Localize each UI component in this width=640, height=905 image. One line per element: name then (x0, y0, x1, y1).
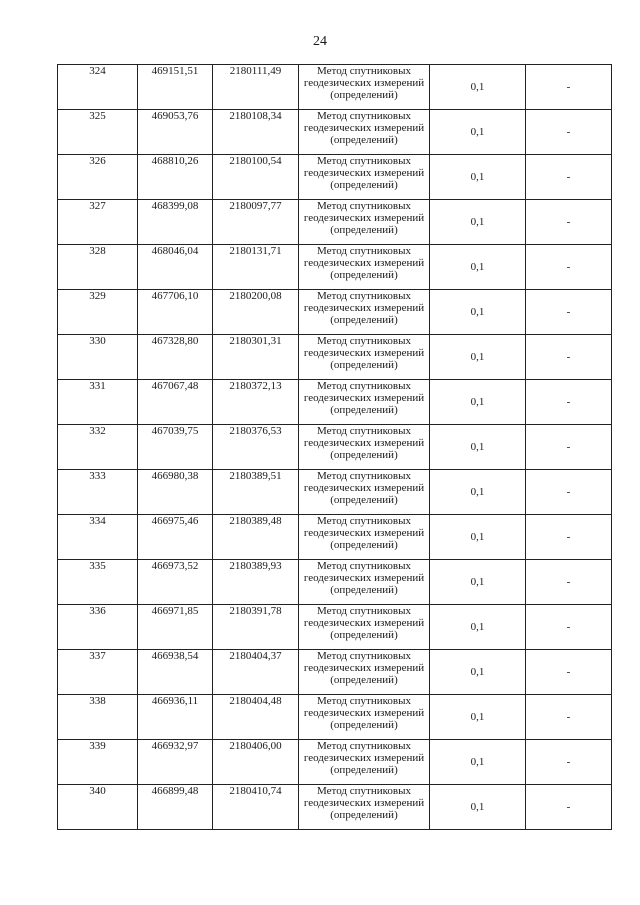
method-cell (299, 740, 430, 785)
table-row (58, 695, 612, 740)
table-row (58, 425, 612, 470)
method-line: (определений) (330, 449, 398, 461)
y-coordinate-cell: 2180111,49 (213, 65, 299, 110)
description-cell: - (526, 560, 612, 605)
description-cell: - (526, 785, 612, 830)
method-line: Метод спутниковых (317, 65, 411, 77)
description-cell: - (526, 110, 612, 155)
method-line: геодезических измерений (303, 482, 425, 494)
method-line: Метод спутниковых (317, 155, 411, 167)
description-cell: - (526, 605, 612, 650)
x-coordinate-cell: 466975,46 (138, 515, 213, 560)
accuracy-cell: 0,1 (430, 515, 526, 560)
table-row (58, 200, 612, 245)
method-cell (299, 155, 430, 200)
accuracy-cell: 0,1 (430, 110, 526, 155)
table-row (58, 560, 612, 605)
method-line: (определений) (330, 674, 398, 686)
point-number-cell: 334 (58, 515, 138, 560)
y-coordinate-cell: 2180404,37 (213, 650, 299, 695)
method-line: (определений) (330, 539, 398, 551)
method-line: геодезических измерений (303, 527, 425, 539)
table-row (58, 335, 612, 380)
table-row (58, 380, 612, 425)
x-coordinate-cell: 469151,51 (138, 65, 213, 110)
description-cell: - (526, 470, 612, 515)
description-cell: - (526, 290, 612, 335)
point-number-cell: 333 (58, 470, 138, 515)
method-line: Метод спутниковых (317, 335, 411, 347)
x-coordinate-cell: 468046,04 (138, 245, 213, 290)
description-cell: - (526, 155, 612, 200)
point-number-cell: 330 (58, 335, 138, 380)
description-cell: - (526, 245, 612, 290)
method-cell (299, 335, 430, 380)
method-line: геодезических измерений (303, 662, 425, 674)
x-coordinate-cell: 467706,10 (138, 290, 213, 335)
table-row (58, 110, 612, 155)
y-coordinate-cell: 2180389,51 (213, 470, 299, 515)
method-line: (определений) (330, 179, 398, 191)
x-coordinate-cell: 469053,76 (138, 110, 213, 155)
method-line: геодезических измерений (303, 392, 425, 404)
accuracy-cell: 0,1 (430, 785, 526, 830)
method-line: Метод спутниковых (317, 515, 411, 527)
description-cell: - (526, 740, 612, 785)
point-number-cell: 332 (58, 425, 138, 470)
description-cell: - (526, 650, 612, 695)
table-row (58, 155, 612, 200)
method-cell (299, 605, 430, 650)
accuracy-cell: 0,1 (430, 605, 526, 650)
method-line: Метод спутниковых (317, 560, 411, 572)
y-coordinate-cell: 2180410,74 (213, 785, 299, 830)
method-line: (определений) (330, 494, 398, 506)
method-line: (определений) (330, 89, 398, 101)
method-line: геодезических измерений (303, 707, 425, 719)
method-cell (299, 470, 430, 515)
method-line: (определений) (330, 764, 398, 776)
table-row (58, 245, 612, 290)
x-coordinate-cell: 467067,48 (138, 380, 213, 425)
method-line: Метод спутниковых (317, 740, 411, 752)
method-line: (определений) (330, 269, 398, 281)
description-cell: - (526, 425, 612, 470)
point-number-cell: 337 (58, 650, 138, 695)
x-coordinate-cell: 466980,38 (138, 470, 213, 515)
point-number-cell: 325 (58, 110, 138, 155)
method-cell (299, 560, 430, 605)
x-coordinate-cell: 466932,97 (138, 740, 213, 785)
y-coordinate-cell: 2180389,93 (213, 560, 299, 605)
point-number-cell: 339 (58, 740, 138, 785)
x-coordinate-cell: 466936,11 (138, 695, 213, 740)
point-number-cell: 329 (58, 290, 138, 335)
accuracy-cell: 0,1 (430, 560, 526, 605)
point-number-cell: 338 (58, 695, 138, 740)
coordinates-table-body (58, 65, 612, 830)
x-coordinate-cell: 467039,75 (138, 425, 213, 470)
method-line: (определений) (330, 359, 398, 371)
table-row (58, 605, 612, 650)
method-line: (определений) (330, 224, 398, 236)
method-line: (определений) (330, 629, 398, 641)
method-line: геодезических измерений (303, 257, 425, 269)
method-line: Метод спутниковых (317, 695, 411, 707)
method-cell (299, 200, 430, 245)
method-line: (определений) (330, 809, 398, 821)
method-line: геодезических измерений (303, 347, 425, 359)
point-number-cell: 327 (58, 200, 138, 245)
description-cell: - (526, 65, 612, 110)
y-coordinate-cell: 2180200,08 (213, 290, 299, 335)
y-coordinate-cell: 2180108,34 (213, 110, 299, 155)
table-row (58, 740, 612, 785)
method-line: (определений) (330, 134, 398, 146)
method-line: геодезических измерений (303, 302, 425, 314)
point-number-cell: 340 (58, 785, 138, 830)
method-cell (299, 380, 430, 425)
table-row (58, 65, 612, 110)
accuracy-cell: 0,1 (430, 200, 526, 245)
method-line: Метод спутниковых (317, 245, 411, 257)
table-row (58, 515, 612, 560)
method-line: геодезических измерений (303, 572, 425, 584)
method-line: геодезических измерений (303, 77, 425, 89)
method-line: (определений) (330, 314, 398, 326)
page-number: 24 (313, 34, 327, 49)
y-coordinate-cell: 2180301,31 (213, 335, 299, 380)
point-number-cell: 336 (58, 605, 138, 650)
description-cell: - (526, 515, 612, 560)
x-coordinate-cell: 468399,08 (138, 200, 213, 245)
point-number-cell: 324 (58, 65, 138, 110)
y-coordinate-cell: 2180404,48 (213, 695, 299, 740)
method-line: Метод спутниковых (317, 785, 411, 797)
x-coordinate-cell: 466899,48 (138, 785, 213, 830)
y-coordinate-cell: 2180376,53 (213, 425, 299, 470)
y-coordinate-cell: 2180389,48 (213, 515, 299, 560)
method-cell (299, 785, 430, 830)
point-number-cell: 328 (58, 245, 138, 290)
method-line: геодезических измерений (303, 437, 425, 449)
x-coordinate-cell: 466938,54 (138, 650, 213, 695)
method-cell (299, 290, 430, 335)
method-cell (299, 110, 430, 155)
accuracy-cell: 0,1 (430, 380, 526, 425)
point-number-cell: 326 (58, 155, 138, 200)
description-cell: - (526, 695, 612, 740)
accuracy-cell: 0,1 (430, 335, 526, 380)
coordinates-table (57, 64, 612, 830)
y-coordinate-cell: 2180097,77 (213, 200, 299, 245)
x-coordinate-cell: 466973,52 (138, 560, 213, 605)
y-coordinate-cell: 2180372,13 (213, 380, 299, 425)
point-number-cell: 331 (58, 380, 138, 425)
accuracy-cell: 0,1 (430, 740, 526, 785)
method-line: (определений) (330, 584, 398, 596)
y-coordinate-cell: 2180131,71 (213, 245, 299, 290)
method-cell (299, 245, 430, 290)
accuracy-cell: 0,1 (430, 290, 526, 335)
method-line: Метод спутниковых (317, 110, 411, 122)
method-line: Метод спутниковых (317, 425, 411, 437)
method-line: (определений) (330, 404, 398, 416)
accuracy-cell: 0,1 (430, 155, 526, 200)
method-line: геодезических измерений (303, 167, 425, 179)
accuracy-cell: 0,1 (430, 65, 526, 110)
method-line: геодезических измерений (303, 752, 425, 764)
method-line: Метод спутниковых (317, 290, 411, 302)
method-line: геодезических измерений (303, 212, 425, 224)
y-coordinate-cell: 2180100,54 (213, 155, 299, 200)
method-line: Метод спутниковых (317, 470, 411, 482)
accuracy-cell: 0,1 (430, 695, 526, 740)
method-cell (299, 425, 430, 470)
y-coordinate-cell: 2180406,00 (213, 740, 299, 785)
table-row (58, 785, 612, 830)
y-coordinate-cell: 2180391,78 (213, 605, 299, 650)
table-row (58, 470, 612, 515)
method-line: Метод спутниковых (317, 200, 411, 212)
table-row (58, 290, 612, 335)
description-cell: - (526, 380, 612, 425)
method-cell (299, 695, 430, 740)
method-line: Метод спутниковых (317, 650, 411, 662)
method-line: (определений) (330, 719, 398, 731)
description-cell: - (526, 335, 612, 380)
x-coordinate-cell: 467328,80 (138, 335, 213, 380)
x-coordinate-cell: 466971,85 (138, 605, 213, 650)
accuracy-cell: 0,1 (430, 650, 526, 695)
point-number-cell: 335 (58, 560, 138, 605)
accuracy-cell: 0,1 (430, 245, 526, 290)
table-row (58, 650, 612, 695)
x-coordinate-cell: 468810,26 (138, 155, 213, 200)
description-cell: - (526, 200, 612, 245)
method-cell (299, 515, 430, 560)
method-line: геодезических измерений (303, 122, 425, 134)
method-line: геодезических измерений (303, 617, 425, 629)
method-cell (299, 650, 430, 695)
accuracy-cell: 0,1 (430, 425, 526, 470)
method-line: Метод спутниковых (317, 380, 411, 392)
method-cell (299, 65, 430, 110)
method-line: геодезических измерений (303, 797, 425, 809)
accuracy-cell: 0,1 (430, 470, 526, 515)
method-line: Метод спутниковых (317, 605, 411, 617)
